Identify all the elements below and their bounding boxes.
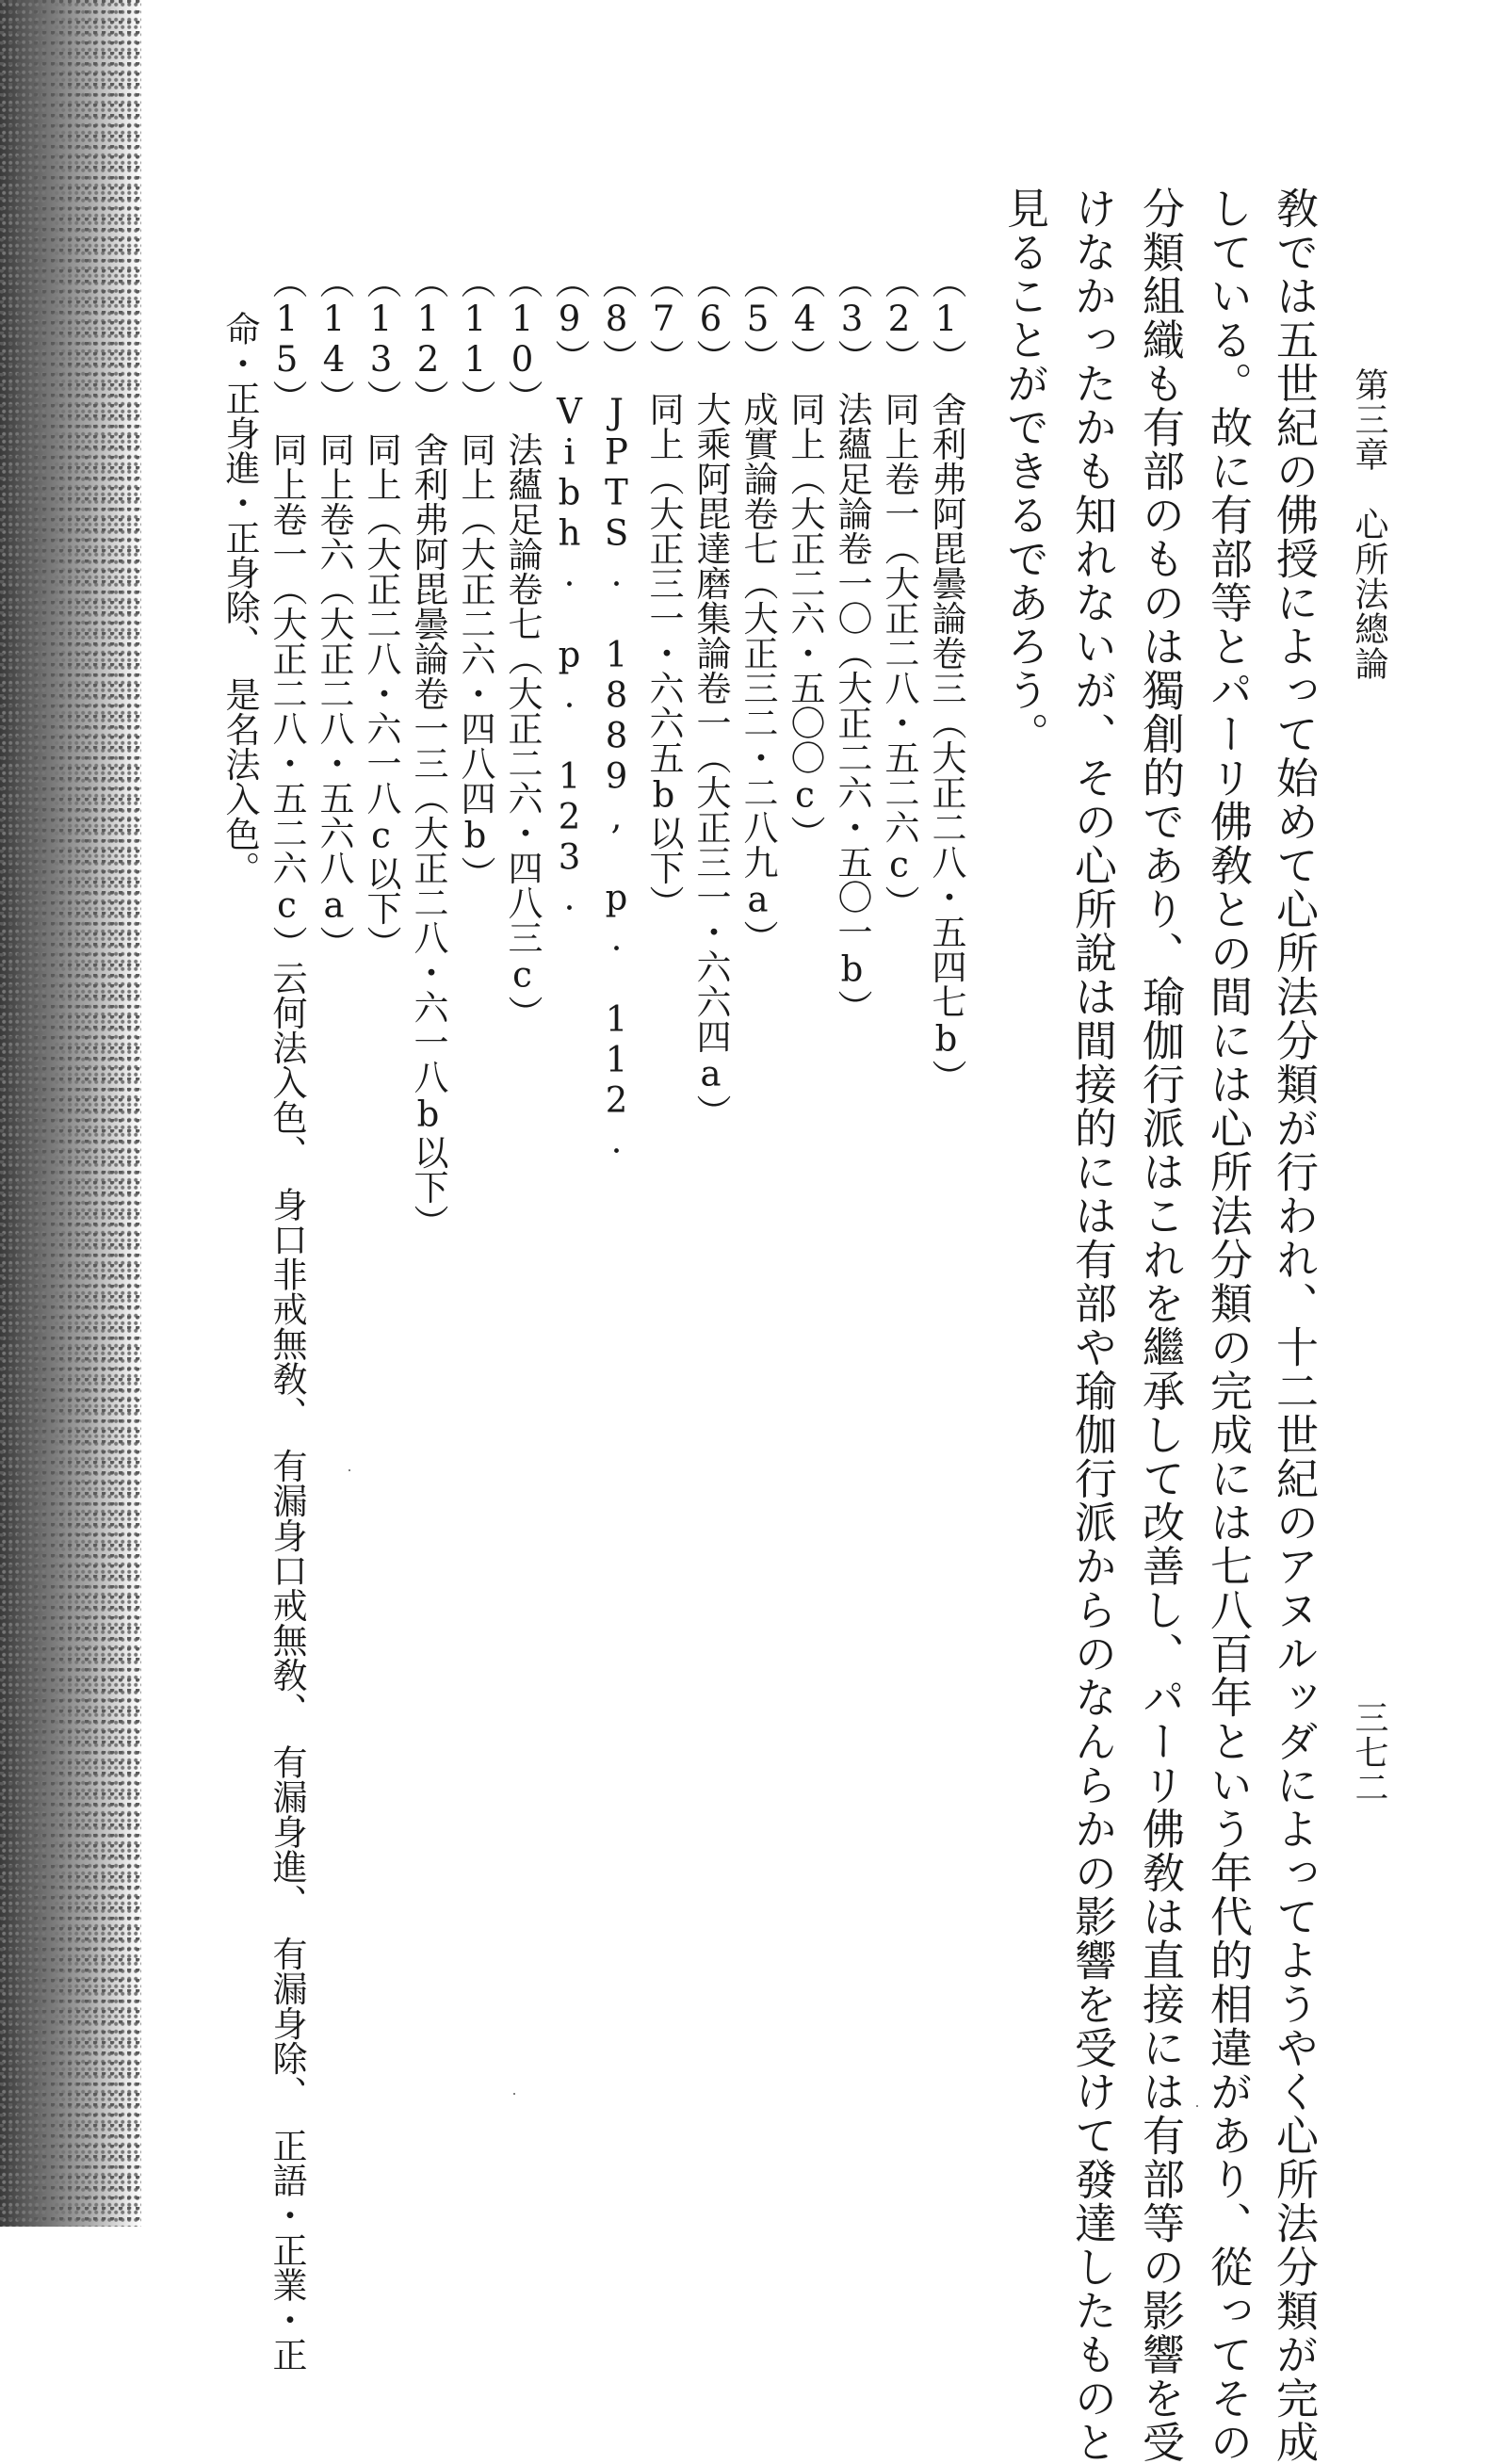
note-14: （14） 同上卷六（大正二八・五六八a） <box>314 264 354 961</box>
note-8: （8） JPTS. 1889, p. 112. <box>596 264 637 1161</box>
dust-speck <box>349 1469 350 1471</box>
note-11: （11） 同上（大正二六・四八四b） <box>455 264 495 891</box>
note-13: （13） 同上（大正二八・六一八c以下） <box>361 264 401 961</box>
note-12: （12） 舍利弗阿毘曇論卷一三（大正二八・六一八b以下） <box>408 264 448 1240</box>
note-4: （4） 同上（大正二六・五〇〇c） <box>785 264 825 851</box>
dust-speck <box>1196 2105 1198 2107</box>
note-3: （3） 法蘊足論卷一〇（大正二六・五〇一b） <box>832 264 872 1025</box>
body-line-2: している。故に有部等とパーリ佛敎との間には心所法分類の完成には七八百年という年代的相違があり、從ってその <box>1203 186 1253 2464</box>
scanned-page-edge-shadow <box>0 0 141 2227</box>
note-15-continuation: 命・正身進・正身除、 是名法入色。 <box>219 311 260 886</box>
note-15: （15） 同上卷一（大正二八・五二六c）云何法入色、 身口非戒無敎、 有漏身口戒無敎、 有漏身進、 有漏身除、 正語・正業・正 <box>267 264 307 2372</box>
body-line-5: 見ることができるであろう。 <box>999 186 1049 756</box>
body-line-4: けなかったかも知れないが、その心所說は間接的には有部や瑜伽行派からのなんらかの影響を受けて發達したものと <box>1067 186 1117 2464</box>
note-9: （9） Vibh. p. 123. <box>549 264 590 918</box>
page-number: 三七二 <box>1350 1700 1388 1805</box>
dust-speck <box>513 2093 515 2095</box>
note-2: （2） 同上卷一（大正二八・五二六c） <box>879 264 919 920</box>
note-6: （6） 大乘阿毘達磨集論卷一（大正三一・六六四a） <box>690 264 731 1129</box>
note-10: （10） 法蘊足論卷七（大正二六・四八三c） <box>502 264 543 1030</box>
note-1: （1） 舍利弗阿毘曇論卷三（大正二八・五四七b） <box>926 264 966 1094</box>
chapter-title: 第三章 心所法總論 <box>1350 367 1388 681</box>
note-7: （7） 同上（大正三一・六六五b以下） <box>643 264 684 920</box>
body-line-1: 敎では五世紀の佛授によって始めて心所法分類が行われ、十二世紀のアヌルッダによってようやく心所法分類が完成 <box>1269 186 1319 2464</box>
body-line-3: 分類組織も有部のものは獨創的であり、瑜伽行派はこれを繼承して改善し、パーリ佛敎は直接には有部等の影響を受 <box>1135 186 1185 2464</box>
note-5: （5） 成實論卷七（大正三二・二八九a） <box>738 264 778 955</box>
